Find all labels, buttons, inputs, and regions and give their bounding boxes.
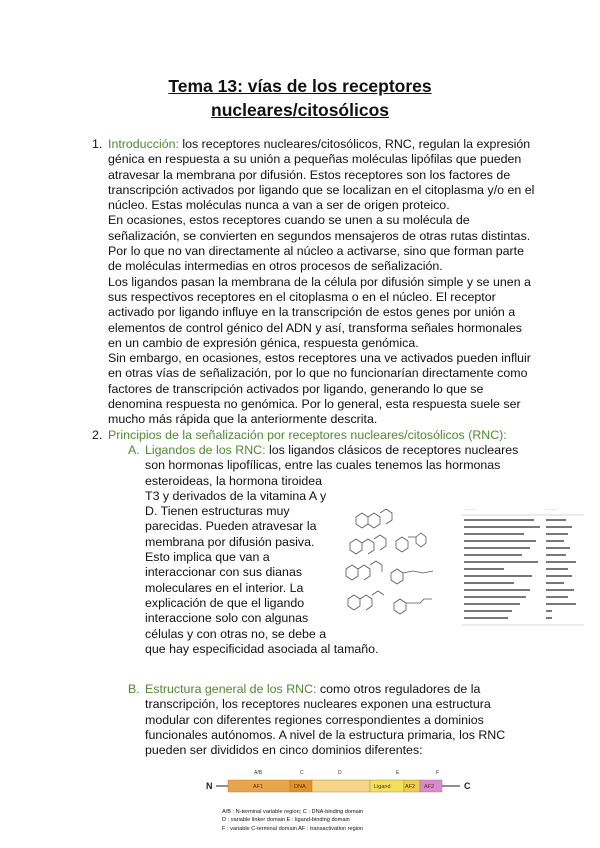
section-1-line: activado por ligando influye en la transcripción de estos genes por unión a (108, 305, 516, 320)
section-1-number: 1. (92, 137, 103, 151)
subsection-b-text (145, 682, 505, 758)
subsection-a-line: son hormonas lipofílicas, entre las cuales tenemos las hormonas (145, 458, 501, 473)
subsection-a-line: D. Tienen estructuras muy (145, 504, 290, 519)
subsection-b-heading: Estructura general de los RNC: (145, 682, 317, 696)
nuclear-receptor-domain-diagram (198, 768, 490, 804)
subsection-a-line: T3 y derivados de la vitamina A y (145, 488, 327, 503)
region-label-f: F (436, 770, 440, 776)
section-1-line: denomina respuesta no genómica. Por lo general, esta respuesta suele ser (108, 397, 521, 412)
section-2-heading: Principios de la señalización por receptores nucleares/citosólicos (RNC): (108, 428, 507, 442)
section-1-line: génica en respuesta a su unión a pequeñas moléculas lipófilas que pueden (108, 152, 522, 167)
subsection-a-first-line-rest: los ligandos clásicos de receptores nucleares (265, 443, 519, 457)
section-1-first-line-rest: los receptores nucleares/citosólicos, RNC, regulan la expresión (178, 137, 531, 151)
subsection-b-first-line-rest: como otros reguladores de la (316, 682, 481, 696)
region-label-c: C (300, 770, 304, 776)
section-2-number: 2. (92, 428, 103, 442)
section-1-line: sus respectivos receptores en el citoplasma o en el núcleo. El receptor (108, 289, 496, 304)
section-1-line: Por lo que no van directamente al núcleo a activarse, sino que forman parte (108, 244, 525, 259)
page-title-line-2: nucleares/citosólicos (211, 100, 389, 120)
subsection-a-first-line (145, 443, 518, 458)
subsection-a-line: explicación de que el ligando (145, 595, 305, 610)
section-1-line: Sin embargo, en ocasiones, estos receptores una ve activados pueden influir (108, 351, 531, 366)
subsection-a-line: moleculares en el interior. La (145, 580, 304, 595)
subsection-a-line: interaccione solo con algunas (145, 611, 309, 626)
domain-legend (222, 808, 363, 833)
c-terminus-label: C (464, 781, 471, 791)
legend-line: D : variable linker domain E : ligand-binding domain (222, 817, 350, 824)
subsection-a-line: interaccionar con sus dianas (145, 565, 303, 580)
region-label-ab: A/B (254, 770, 263, 776)
region-label-e: E (396, 770, 400, 776)
segment-ligand-label: Ligand (374, 784, 391, 790)
legend-line: F : variable C-terminal domain AF : transactivation region (222, 825, 364, 832)
section-1-line: en otras vías de señalización, por lo que no funcionarían directamente como (108, 366, 528, 381)
n-terminus-label: N (206, 781, 213, 791)
section-1-line: núcleo. Estas moléculas nunca a van a ser de origen proteico. (108, 198, 450, 213)
subsection-b-line: modular con diferentes regiones correspondientes a dominios (145, 712, 484, 727)
subsection-b-first-line (145, 682, 505, 697)
section-1-line: En ocasiones, estos receptores cuando se unen a su molécula de (108, 213, 470, 228)
legend-line: A/B : N-terminal variable region; C : DNA-binding domain (222, 809, 364, 815)
section-1-line: Los ligandos pasan la membrana de la célula por difusión simple y se unen a (108, 274, 531, 289)
ligand-structures-figure (336, 503, 586, 627)
section-1-line: en un cambio de expresión génica, respuesta genómica. (108, 335, 419, 350)
segment-af2-f-label: AF2 (424, 784, 435, 790)
subsection-a-line: Esto implica que van a (145, 550, 270, 565)
segment-dna-label: DNA (294, 784, 306, 790)
segment-af1-label: AF1 (253, 784, 264, 790)
section-1-heading: Introducción: (108, 137, 179, 151)
subsection-a-line: que hay especificidad asociada al tamaño. (145, 641, 379, 656)
subsection-b-line: transcripción, los receptores nucleares exponen una estructura (145, 697, 491, 712)
subsection-a-line: esteroideas, la hormona tiroidea (145, 473, 323, 488)
svg-text:·········: ········· (464, 507, 476, 512)
region-label-d: D (338, 770, 342, 776)
section-1-line: transcripción activados por ligando que se localizan en el citoplasma y/o en el (108, 182, 535, 197)
subsection-a-line: parecidas. Pueden atravesar la (145, 519, 317, 534)
subsection-a-line: células y con otras no, se debe a (145, 626, 327, 641)
subsection-b-line: pueden ser divididos en cinco dominios diferentes: (145, 743, 423, 758)
section-1-line: señalización, se convierten en segundos mensajeros de otras rutas distintas. (108, 228, 531, 243)
page-title-line-1: Tema 13: vías de los receptores (168, 76, 432, 96)
section-1-text (108, 137, 534, 428)
svg-text:········: ········ (546, 507, 557, 512)
subsection-a-heading: Ligandos de los RNC: (145, 443, 266, 457)
subsection-b-letter: B. (128, 682, 140, 696)
section-1-first-line (108, 137, 534, 152)
section-1-line: atravesar la membrana por difusión. Estos receptores son los factores de (108, 167, 511, 182)
segment-af2-e-label: AF2 (405, 784, 416, 790)
section-1-line: de moléculas intermedias en otros procesos de señalización. (108, 259, 443, 274)
subsection-a-letter: A. (128, 443, 140, 457)
segment-linker (312, 780, 370, 792)
section-1-line: mucho más rápida que la anteriormente descrita. (108, 412, 378, 427)
subsection-a-line: membrana por difusión pasiva. (145, 534, 315, 549)
section-1-line: elementos de control génico del ADN y así, transforma señales hormonales (108, 320, 522, 335)
section-1-line: factores de transcripción activados por ligando, generando lo que se (108, 381, 484, 396)
subsection-b-line: funcionales autónomos. A nivel de la estructura primaria, los RNC (145, 727, 506, 742)
